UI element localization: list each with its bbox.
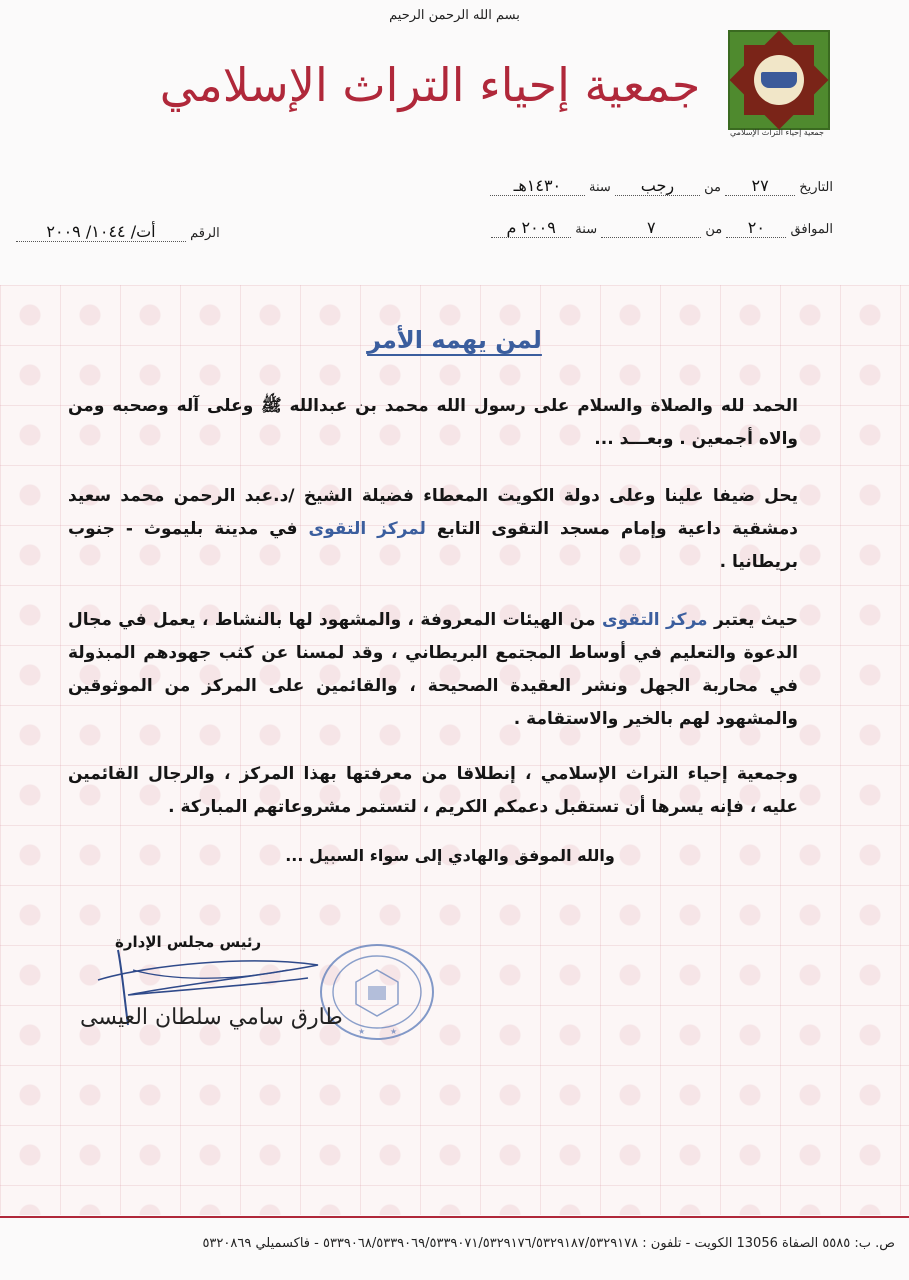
greg-day: ٢٠ <box>726 218 786 238</box>
hijri-min-label: من <box>704 180 721 195</box>
p3-highlight: مركز التقوى <box>601 610 708 630</box>
gregorian-date-line <box>491 218 833 238</box>
organization-logo <box>728 30 830 130</box>
footer-divider <box>0 1216 909 1218</box>
reference-label: الرقم <box>190 226 220 241</box>
logo-caption: جمعية إحياء التراث الإسلامي <box>730 128 824 137</box>
paragraph-greeting: الحمد لله والصلاة والسلام على رسول الله محمد بن عبدالله ﷺ وعلى آله وصحبه ومن والاه أجمعين . وبعـــد ... <box>68 396 798 449</box>
greg-month: ٧ <box>601 218 701 238</box>
hijri-date-line <box>490 176 833 196</box>
hijri-year-label: سنة <box>589 180 611 195</box>
reference-number <box>16 222 220 242</box>
p2-text-b: في مدينة بليموث - جنوب بريطانيا . <box>68 519 798 572</box>
signatory-title: رئيس مجلس الإدارة <box>115 933 262 951</box>
paragraph-society: وجمعية إحياء التراث الإسلامي ، إنطلاقا من معرفتها بهذا المركز ، والرجال القائمين عليه ، فإنه يسرها أن تستقبل دعمكم الكريم ، لتستمر مشروعاتهم المباركة . <box>68 764 798 817</box>
paragraph-guest <box>68 480 798 579</box>
date-label: التاريخ <box>799 180 833 195</box>
corresponding-label: الموافق <box>790 222 833 237</box>
greg-year-label: سنة <box>575 222 598 237</box>
signatory-name: طارق سامي سلطان العيسى <box>80 1005 343 1030</box>
hijri-year: ١٤٣٠هـ <box>490 176 585 196</box>
greg-min-label: من <box>705 222 723 237</box>
p3-text-a: حيث يعتبر <box>707 610 798 630</box>
reference-value: أت/ ١٠٤٤/ ٢٠٠٩ <box>16 222 186 242</box>
hijri-month: رجب <box>615 176 700 196</box>
footer-contact: ص. ب: ٥٥٨٥ الصفاة 13056 الكويت - تلفون : ٥٣٣٩٠٦٨/٥٣٣٩٠٦٩/٥٣٣٩٠٧١/٥٣٢٩١٧٦/٥٣٢٩١٨٧/٥٣٢٩١٧٨ - فاكسميلي ٥٣٢٠٨٦٩ <box>202 1236 895 1251</box>
basmala: بسم الله الرحمن الرحيم <box>389 8 520 23</box>
p3-text-b: من الهيئات المعروفة ، والمشهود لها بالنشاط ، يعمل في مجال الدعوة والتعليم في أوساط المجتمع البريطاني ، وقد لمسنا عن كثب جهودهم المبذولة في محاربة الجهل ونشر العقيدة الصحيحة ، والقائمين على المركز من الموثوقين والمشهود لهم بالخير والاستقامة . <box>68 610 798 729</box>
organization-title: جمعية إحياء التراث الإسلامي <box>159 58 701 112</box>
p2-text-a: يحل ضيفا علينا وعلى دولة الكويت المعطاء فضيلة الشيخ /د.عبد الرحمن محمد سعيد دمشقية داعية وإمام مسجد التقوى التابع <box>68 486 798 539</box>
closing-line: والله الموفق والهادي إلى سواء السبيل ... <box>285 846 615 865</box>
letter-heading <box>0 326 909 354</box>
heading-text: لمن يهمه الأمر <box>367 326 542 354</box>
logo-book-icon <box>761 72 797 88</box>
paragraph-center <box>68 604 798 736</box>
svg-text:★: ★ <box>390 1027 398 1036</box>
hijri-day: ٢٧ <box>725 176 795 196</box>
svg-text:★: ★ <box>358 1027 366 1036</box>
p2-highlight: لمركز التقوى <box>308 519 426 539</box>
greg-year: ٢٠٠٩ م <box>491 218 571 238</box>
